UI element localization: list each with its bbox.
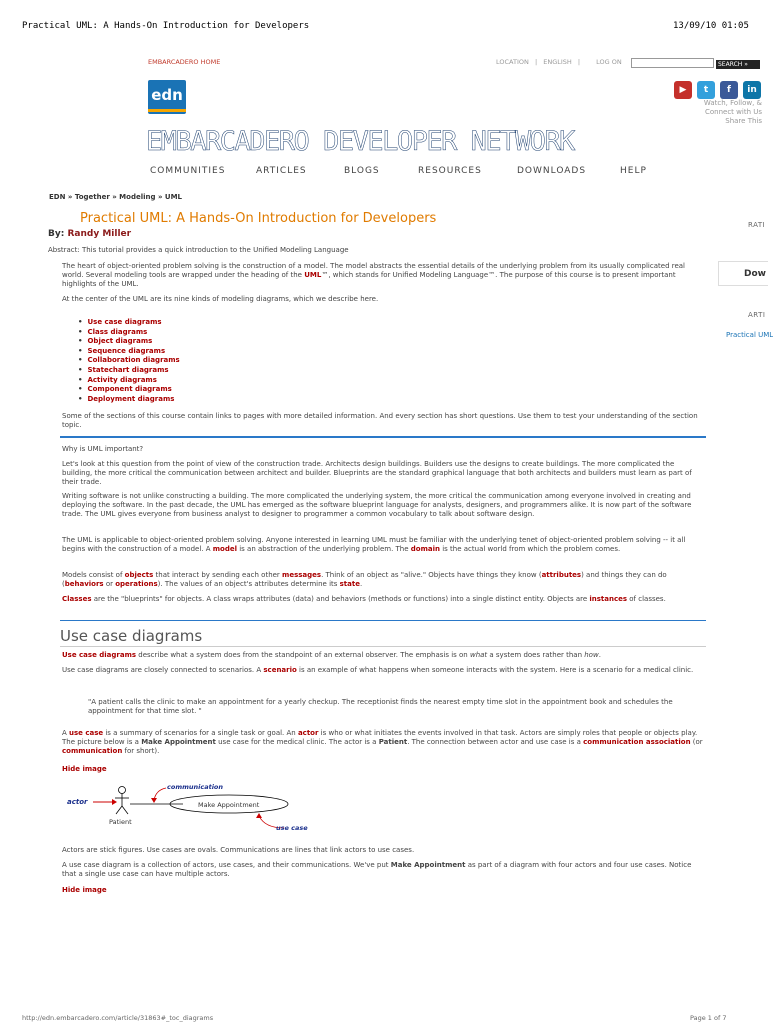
language-link[interactable]: ENGLISH [543, 58, 572, 66]
social-caption: Watch, Follow, & Connect with Us Share This [684, 99, 762, 126]
make-appointment-diagram [60, 780, 320, 838]
usecase-paragraph-2: Use case diagrams are closely connected to scenarios. A scenario is an example of what happens when someone interacts with the system. Here is a scenario for a medical clinic. [62, 666, 694, 674]
usecase-paragraph-5: A use case diagram is a collection of actors, use cases, and their communications. We've put Make Appointment as part of a diagram with four actors and four use cases. Notice that a single use case can have multiple actors. [62, 861, 692, 878]
use-case-label: use case [276, 824, 308, 832]
nav-help[interactable]: HELP [620, 166, 647, 176]
logo-accent [148, 109, 186, 112]
byline: By: Randy Miller [48, 229, 132, 239]
why-heading: Why is UML important? [62, 445, 144, 453]
list-item[interactable]: • Use case diagrams [78, 318, 180, 328]
twitter-icon[interactable]: t [697, 81, 715, 99]
footer-page: Page 1 of 7 [690, 1014, 727, 1022]
scenario-link[interactable]: scenario [263, 666, 297, 674]
linkedin-icon[interactable]: in [743, 81, 761, 99]
attributes-link[interactable]: attributes [541, 571, 582, 579]
youtube-icon[interactable]: ▶ [674, 81, 692, 99]
breadcrumb[interactable]: EDN » Together » Modeling » UML [49, 193, 183, 201]
download-box[interactable]: Dow [718, 261, 768, 286]
model-link[interactable]: model [212, 545, 238, 553]
patient-label: Patient [109, 818, 132, 826]
hide-image-link-2[interactable]: Hide image [62, 886, 107, 894]
section-heading-use-case: Use case diagrams [60, 627, 203, 645]
nav-articles[interactable]: ARTICLES [256, 166, 307, 176]
practical-uml-link[interactable]: Practical UML [726, 331, 773, 339]
search-input[interactable] [631, 58, 714, 68]
abstract: Abstract: This tutorial provides a quick introduction to the Unified Modeling Language [48, 246, 349, 254]
domain-link[interactable]: domain [410, 545, 440, 553]
messages-link[interactable]: messages [282, 571, 322, 579]
usecase-diagrams-link[interactable]: Use case diagrams [62, 651, 137, 659]
actor-label: actor [67, 798, 88, 806]
communication-association-link[interactable]: communication association [583, 738, 691, 746]
classes-link[interactable]: Classes [62, 595, 92, 603]
why-paragraph-4: Models consist of objects that interact by sending each other messages. Think of an object as "alive." Objects have things they know (attributes) and things they can do (behaviors or operations). The values of an object's attributes determine its state. [62, 571, 667, 588]
location-link[interactable]: LOCATION [496, 58, 529, 66]
oval-text: Make Appointment [198, 801, 260, 809]
actor-figure [119, 787, 126, 794]
use-case-link[interactable]: use case [69, 729, 104, 737]
list-item[interactable]: • Activity diagrams [78, 376, 180, 386]
list-item[interactable]: • Statechart diagrams [78, 366, 180, 376]
author-link[interactable]: Randy Miller [67, 229, 132, 239]
list-item[interactable]: • Object diagrams [78, 337, 180, 347]
usecase-paragraph-4: Actors are stick figures. Use cases are ovals. Communications are lines that link actors to use cases. [62, 846, 415, 854]
intro-paragraph: The heart of object-oriented problem solving is the construction of a model. The model abstracts the essential details of the underlying problem from its usually complicated real world. Several modeling tools are wrapped under the heading of the UML™, which stands for Unified Modeling Language™. The purpose of this course is to present important highlights of the UML. [62, 262, 686, 288]
scenario-quote: "A patient calls the clinic to make an appointment for a yearly checkup. The receptionist finds the nearest empty time slot in the appointment book and schedules the appointment for that time slot. " [88, 698, 673, 715]
facebook-icon[interactable]: f [720, 81, 738, 99]
arrow-right-icon: » [744, 61, 748, 68]
top-links: LOCATION | ENGLISH | LOG ON [496, 58, 622, 66]
list-item[interactable]: • Component diagrams [78, 385, 180, 395]
print-header-datetime: 13/09/10 01:05 [673, 21, 749, 31]
behaviors-link[interactable]: behaviors [64, 580, 104, 588]
hide-image-link[interactable]: Hide image [62, 765, 107, 773]
nav-downloads[interactable]: DOWNLOADS [517, 166, 587, 176]
list-item[interactable]: • Class diagrams [78, 328, 180, 338]
why-paragraph-3: The UML is applicable to object-oriented problem solving. Anyone interested in learning UML must be familiar with the underlying tenet of object-oriented problem solving -- it all begins with the construction of a model. A model is an abstraction of the underlying problem. The domain is the actual world from which the problem comes. [62, 536, 686, 553]
list-item[interactable]: • Deployment diagrams [78, 395, 180, 405]
search-button[interactable]: SEARCH » [716, 60, 760, 69]
share-this-link[interactable]: Share This [725, 117, 762, 125]
uml-link[interactable]: UML [304, 271, 322, 279]
edn-logo[interactable]: edn [148, 80, 186, 114]
actor-link[interactable]: actor [297, 729, 319, 737]
state-link[interactable]: state [339, 580, 360, 588]
intro-paragraph-2: At the center of the UML are its nine kinds of modeling diagrams, which we describe here. [62, 295, 379, 303]
nav-communities[interactable]: COMMUNITIES [150, 166, 226, 176]
nav-blogs[interactable]: BLOGS [344, 166, 380, 176]
sections-note: Some of the sections of this course contain links to pages with more detailed information. And every section has short questions. Use them to test your understanding of the section topic. [62, 412, 698, 429]
operations-link[interactable]: operations [115, 580, 158, 588]
articles-label: ARTI [748, 311, 766, 319]
site-banner: EMBARCADERO DEVELOPER NETWORK [146, 126, 574, 157]
embarcadero-home-link[interactable]: EMBARCADERO HOME [148, 58, 221, 66]
heading-underline [60, 646, 706, 647]
why-paragraph-5: Classes are the "blueprints" for objects. A class wraps attributes (data) and behaviors (methods or functions) into a single distinct entity. Objects are instances of classes. [62, 595, 666, 603]
usecase-paragraph-3: A use case is a summary of scenarios for a single task or goal. An actor is who or what initiates the events involved in that task. Actors are simply roles that people or objects play. The picture below is a Make Appointment use case for the medical clinic. The actor is a Patient. The connection between actor and use case is a communication association (or communication for short). [62, 729, 703, 755]
login-link[interactable]: LOG ON [596, 58, 622, 66]
communication-label: communication [167, 783, 224, 791]
why-paragraph-2: Writing software is not unlike constructing a building. The more complicated the underlying system, the more critical the communication among everyone involved in creating and deploying the software. In the past decade, the UML has emerged as the software blueprint language for analysts, designers, and programmers alike. It is now part of the software trade. The UML gives everyone from business analyst to designer to programmer a common vocabulary to talk about software design. [62, 492, 692, 518]
objects-link[interactable]: objects [124, 571, 154, 579]
diagram-list [78, 318, 180, 404]
list-item[interactable]: • Sequence diagrams [78, 347, 180, 357]
communication-link[interactable]: communication [62, 747, 123, 755]
section-divider [60, 436, 706, 438]
section-divider [60, 620, 706, 621]
footer-url: http://edn.embarcadero.com/article/31863#_toc_diagrams [22, 1014, 214, 1022]
why-paragraph-1: Let's look at this question from the point of view of the construction trade. Architects design buildings. Builders use the designs to create buildings. The more complicated the building, the more critical the communication between architect and builder. Blueprints are the standard graphical language that both architects and builders must learn as part of their trade. [62, 460, 692, 486]
list-item[interactable]: • Collaboration diagrams [78, 356, 180, 366]
rating-label: RATI [748, 221, 766, 229]
page-title: Practical UML: A Hands-On Introduction for Developers [80, 211, 437, 226]
instances-link[interactable]: instances [589, 595, 628, 603]
usecase-paragraph-1: Use case diagrams describe what a system does from the standpoint of an external observer. The emphasis is on what a system does rather than how. [62, 651, 601, 659]
nav-resources[interactable]: RESOURCES [418, 166, 482, 176]
print-header-title: Practical UML: A Hands-On Introduction for Developers [22, 21, 310, 31]
